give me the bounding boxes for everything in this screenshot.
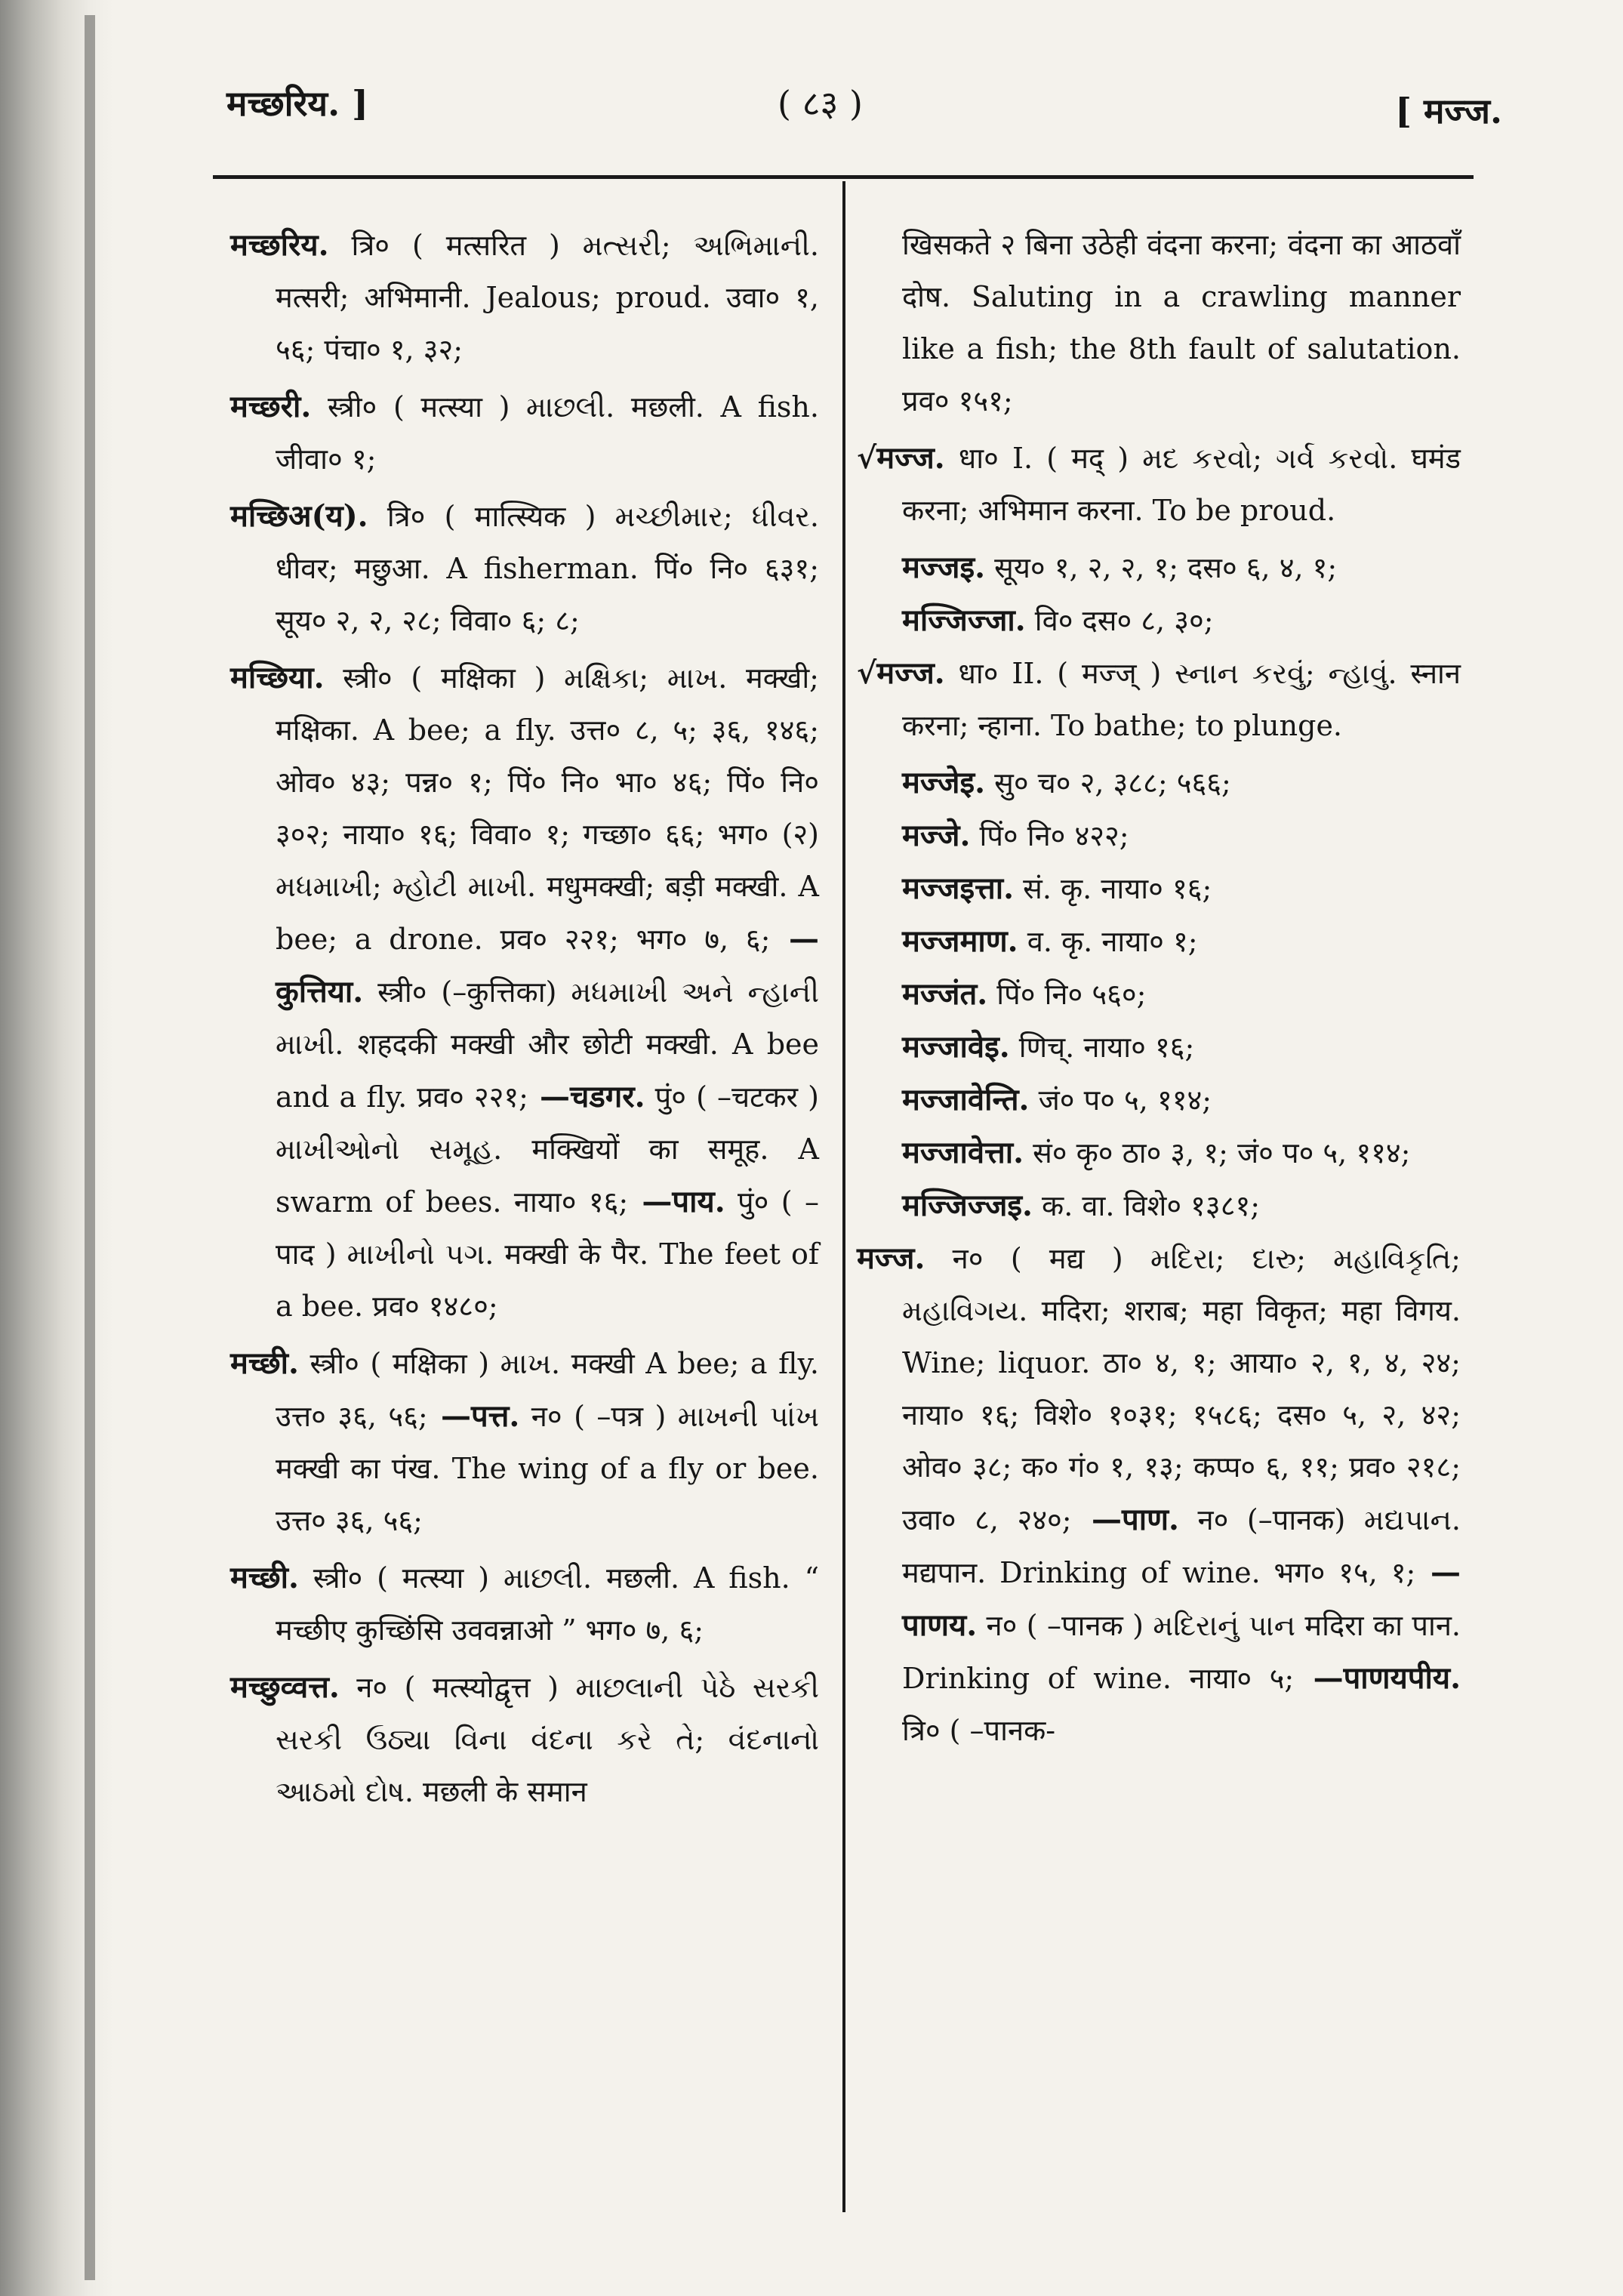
dictionary-entry [230,1552,819,1657]
sub-entry-text: न० ( –पानक ) મદિરાનું પાન मदिरा का पान. Drinking of wine. नाया० ५; [902,1609,1461,1695]
entry-text: न० ( मत्स्योद्वृत्त ) માછલાની પેઠે સરકી સરકી ઉઠ્યા વિના વંદના કરે તે; વંદનાનો આઠમો દોષ. मछली के समान [276,1671,819,1808]
dictionary-entry [230,219,819,376]
sub-headword: —पाणयपीय. [1294,1660,1461,1696]
headword: मच्छी. [230,1345,299,1381]
sub-entry-text: पुं० ( –चटकर ) માખીઓનો સમૂહ. मक्खियों का समूह. A swarm of bees. नाया० १६; [276,1080,819,1219]
form-text: क. वा. विशे० १३८१; [1032,1189,1261,1222]
sub-entry-text: न० ( –पत्र ) માખની પાંખ मक्खी का पंख. The wing of a fly or bee. उत्त० ३६, ५६; [276,1400,819,1537]
form-text: सु० च० २, ३८८; ५६६; [985,766,1231,800]
headword: मच्छिअ(य). [230,498,368,534]
headword: मच्छरिय. [230,227,329,263]
entry-text: खिसकते २ बिना उठेही वंदना करना; वंदना का आठवाँ दोष. Saluting in a crawling manner like a fish; the 8th fault of salutation. प्रव० १५१; [902,228,1461,418]
sub-entry-text: न० (–पानक) મદ્યપાન. मद्यपान. Drinking of wine. भग० १५, १; [902,1503,1461,1589]
form-text: सं० कृ० ठा० ३, १; जं० प० ५, ११४; [1024,1136,1411,1170]
form-text: वि० दस० ८, ३०; [1025,604,1214,637]
form-headword: मज्जइ. [902,550,986,585]
headword: मच्छी. [230,1560,299,1595]
dictionary-entry [230,381,819,485]
sub-headword: —पाय. [628,1184,725,1219]
entry-text: स्त्री० ( मक्षिका ) માખ. मक्खी A bee; a fly. उत्त० ३६, ५६; [276,1347,819,1433]
form-headword: मज्जावेइ. [902,1029,1010,1065]
verb-form [857,1179,1461,1232]
dictionary-entry [230,1661,819,1818]
form-headword: मज्जइत्ता. [902,871,1015,906]
form-headword: मज्जे. [902,818,971,853]
form-headword: मज्जिज्जा. [902,603,1026,638]
sub-entry-text: त्रि० ( –पानक- [902,1714,1056,1747]
sub-headword: —पाणय. [902,1555,1461,1643]
sub-entry-text: पुं० ( –पाद ) માખીનો પગ. मक्खी के पैर. The feet of a bee. प्रव० १४८०; [276,1185,819,1323]
header-right-guideword: [ मज्ज. [1395,91,1502,131]
dictionary-entry [857,1232,1461,1757]
headword: मज्ज. [857,1240,925,1276]
headword: मच्छुव्वत्त. [230,1669,340,1705]
verb-form [857,862,1461,915]
entry-text: स्त्री० ( मत्स्या ) માછલી. मछली. A fish. जीवा० १; [276,390,819,476]
header-rule [213,175,1474,179]
column-divider [842,181,845,2212]
verb-form [857,594,1461,647]
form-text: णिच्. नाया० १६; [1009,1031,1195,1064]
dictionary-entry [230,490,819,647]
form-headword: मज्जेइ. [902,765,986,800]
verb-form [857,1126,1461,1179]
form-headword: मज्जावेत्ता. [902,1135,1024,1170]
form-headword: मज्जिज्जइ. [902,1188,1033,1223]
headword: मच्छरी. [230,389,312,424]
form-text: पिं० नि० ५६०; [987,978,1147,1011]
dictionary-entry [857,432,1461,537]
sub-headword: —कुत्तिया. [276,921,819,1009]
form-headword: मज्जावेन्ति. [902,1082,1030,1117]
entry-text: स्त्री० ( मत्स्या ) માછલી. मछली. A fish. “ मच्छीए कुच्छिंसि उववन्नाओ ” भग० ७, ६; [276,1561,819,1647]
form-text: व. कृ. नाया० १; [1018,925,1198,958]
form-text: सं. कृ. नाया० १६; [1014,872,1212,905]
entry-continuation [857,219,1461,427]
entry-text: त्रि० ( मत्सरित ) મત્સરી; અભિમાની. मत्सरी; अभिमानी. Jealous; proud. उवा० १, ५६; पंचा० १, ३२; [276,229,819,366]
sub-headword: —पाण. [1071,1502,1179,1537]
headword: मच्छिया. [230,660,325,695]
page-number: ( ८३ ) [778,83,863,124]
header-left-guideword: मच्छरिय. ] [226,83,368,124]
entry-text: त्रि० ( मात्स्यिक ) મચ્છીમાર; ધીવર. धीवर; मछुआ. A fisherman. पिं० नि० ६३१; सूय० २, २, २८; विवा० ६; ८; [276,500,819,637]
verb-form [857,809,1461,862]
binding-edge [85,15,95,2280]
page-header [226,72,1502,147]
right-column [857,219,1461,1761]
form-text: सूय० १, २, २, १; दस० ६, ४, १; [985,551,1338,584]
sub-headword: —पत्त. [427,1398,520,1434]
dictionary-entry [857,647,1461,752]
form-headword: मज्जंत. [902,976,988,1012]
verb-form [857,541,1461,594]
form-text: जं० प० ५, ११४; [1029,1083,1212,1117]
verb-form [857,915,1461,968]
sub-entry-text: स्त्री० (–कुत्तिका) મધમાખી અને ન્હાની માખી. शहदकी मक्खी और छोटी मक्खी. A bee and a fly. प्रव० २२१; [276,975,819,1114]
entry-text: धा० II. ( मज्ज् ) સ્નાન કરવું; ન્હાવું. स्नान करना; न्हाना. To bathe; to plunge. [902,657,1461,742]
dictionary-entry [230,1337,819,1547]
entry-text: स्त्री० ( मक्षिका ) મક્ષિકા; માખ. मक्खी; मक्षिका. A bee; a fly. उत्त० ८, ५; ३६, १४६; ओव० ४३; पन्न० १; पिं० नि० भा० ४६; पिं० नि० ३०२; नाया० १६; विवा० १; गच्छा० ६६; भग० (२) મધમાખી; મ્હોટી માખી. मधुमक्खी; बड़ी मक्खी. A bee; a drone. प्रव० २२१; भग० ७, ६; [276,661,819,956]
verb-form [857,757,1461,809]
page-edge-shadow [0,0,113,2296]
verb-form [857,968,1461,1021]
verb-form [857,1074,1461,1126]
dictionary-entry [230,652,819,1333]
left-column [230,219,819,1823]
entry-text: न० ( मद्य ) મદિરા; દારુ; મહાવિકૃતિ; મહાવિગય. मदिरा; शराब; महा विकृत; महा विगय. Wine; liquor. ठा० ४, १; आया० २, १, ४, २४; नाया० १६; विशे० १०३१; १५८६; दस० ५, २, ४२; ओव० ३८; क० गं० १, १३; कप्प० ६, ११; प्रव० २१८; उवा० ८, २४०; [902,1242,1461,1536]
form-headword: मज्जमाण. [902,923,1018,959]
form-text: पिं० नि० ४२२; [970,819,1129,852]
sub-headword: —चडगर. [528,1079,645,1114]
verb-form [857,1021,1461,1074]
headword: √मज्ज. [857,440,945,476]
entry-text: धा० I. ( मद् ) મદ કરવો; ગર્વ કરવો. घमंड करना; अभिमान करना. To be proud. [902,442,1461,527]
headword: √मज्ज. [857,655,945,691]
